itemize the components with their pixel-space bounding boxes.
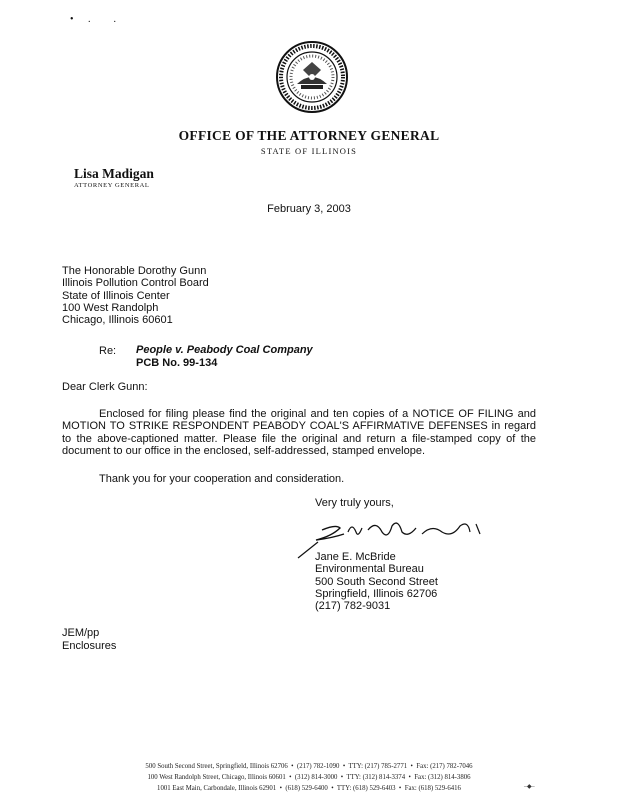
re-label: Re: [99, 345, 117, 357]
recipient-line: State of Illinois Center [62, 289, 170, 302]
signer-line: (217) 782-9031 [315, 600, 391, 613]
typist-initials-block [62, 627, 116, 652]
re-block [136, 344, 313, 370]
attorney-general-title: ATTORNEY GENERAL [74, 182, 150, 189]
recipient-line: Illinois Pollution Control Board [62, 277, 209, 290]
signer-line: 500 South Second Street [315, 575, 438, 588]
enclosures-note: Enclosures [62, 639, 117, 652]
typist-initials: JEM/pp [62, 627, 100, 639]
closing: Very truly yours, [315, 497, 394, 509]
case-name: People v. Peabody Coal Company [136, 344, 313, 356]
attorney-general-name: Lisa Madigan [74, 166, 154, 181]
recipient-line: 100 West Randolph [62, 301, 159, 314]
signature-block [315, 551, 438, 612]
recipient-address [62, 265, 209, 326]
footer-line: 1001 East Main, Carbondale, Illinois 62901 • (618) 529-6400 • TTY: (618) 529-6403 • Fax: (618) 529-6416 [157, 785, 461, 792]
footer-line: 500 South Second Street, Springfield, Illinois 62706 • (217) 782-1090 • TTY: (217) 785-2771 • Fax: (217) 782-7046 [145, 763, 473, 770]
letter-date: February 3, 2003 [267, 203, 351, 215]
footer-mark: –◆– [524, 784, 535, 790]
body-paragraph-2: Thank you for your cooperation and consideration. [99, 473, 345, 485]
office-title: OFFICE OF THE ATTORNEY GENERAL [178, 128, 440, 143]
salutation: Dear Clerk Gunn: [62, 381, 148, 393]
signer-line: Springfield, Illinois 62706 [315, 587, 438, 600]
scan-marks: • . . [70, 14, 123, 25]
signer-line: Jane E. McBride [315, 551, 396, 563]
recipient-line: Chicago, Illinois 60601 [62, 314, 173, 327]
case-number: PCB No. 99-134 [136, 357, 218, 369]
recipient-line: The Honorable Dorothy Gunn [62, 265, 207, 277]
state-seal-icon [275, 40, 349, 114]
signer-line: Environmental Bureau [315, 563, 424, 576]
body-paragraph-1: Enclosed for filing please find the original and ten copies of a NOTICE OF FILING and MOTION TO STRIKE RESPONDENT PEABODY COAL'S AFFIRMATIVE DEFENSES in regard to the above-captioned matter. Please file the original and return a file-stamped copy of the document to our office in the enclosed, self-addressed, stamped envelope. [62, 408, 536, 458]
footer-line: 100 West Randolph Street, Chicago, Illinois 60601 • (312) 814-3000 • TTY: (312) 814-3374 • Fax: (312) 814-3806 [147, 774, 471, 781]
state-name: STATE OF ILLINOIS [260, 146, 358, 156]
